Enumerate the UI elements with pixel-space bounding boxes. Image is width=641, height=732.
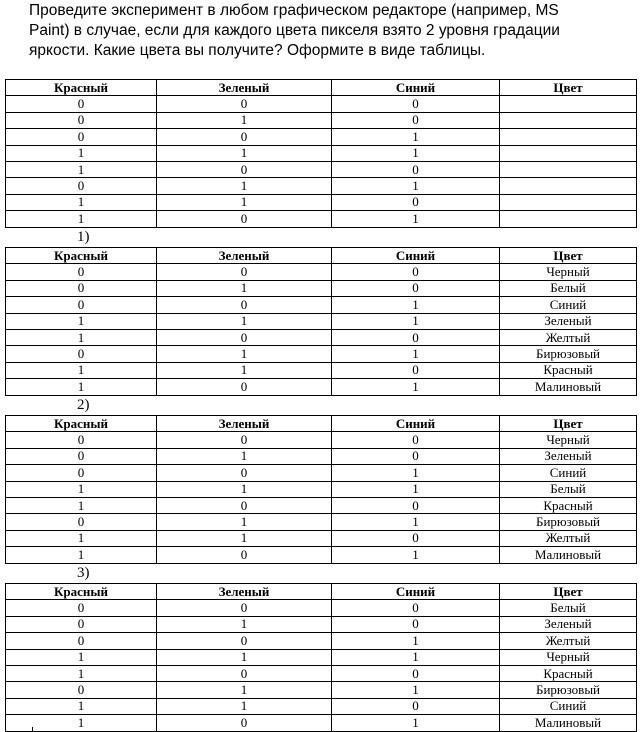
color-name-cell: Белый	[500, 481, 637, 497]
blue-value-cell: 0	[332, 665, 500, 681]
green-value-cell: 1	[157, 280, 332, 296]
table-row	[6, 129, 637, 145]
red-value-cell: 1	[6, 161, 157, 177]
blue-value-cell: 0	[332, 448, 500, 464]
table-header-row	[6, 584, 637, 600]
red-value-cell: 1	[6, 379, 157, 395]
red-value-cell: 1	[6, 497, 157, 513]
green-value-cell: 0	[157, 379, 332, 395]
green-value-cell: 1	[157, 112, 332, 128]
answer-label-1: 1)	[77, 229, 90, 245]
color-name-cell	[500, 129, 637, 145]
green-value-cell: 1	[157, 178, 332, 194]
color-name-cell: Желтый	[500, 633, 637, 649]
red-value-cell: 1	[6, 329, 157, 345]
green-value-cell: 1	[157, 481, 332, 497]
header-green: Зеленый	[157, 416, 332, 432]
color-name-cell: Белый	[500, 600, 637, 616]
blue-value-cell: 1	[332, 346, 500, 362]
color-name-cell: Зеленый	[500, 313, 637, 329]
red-value-cell: 0	[6, 633, 157, 649]
color-name-cell: Синий	[500, 698, 637, 714]
blue-value-cell: 0	[332, 616, 500, 632]
answer-label-2: 2)	[77, 397, 90, 413]
header-blue: Синий	[332, 584, 500, 600]
table-row	[6, 313, 637, 329]
color-name-cell: Зеленый	[500, 448, 637, 464]
table-header-row	[6, 416, 637, 432]
red-value-cell: 0	[6, 112, 157, 128]
red-value-cell: 0	[6, 297, 157, 313]
header-blue: Синий	[332, 416, 500, 432]
color-name-cell: Малиновый	[500, 547, 637, 563]
green-value-cell: 0	[157, 715, 332, 731]
header-red: Красный	[6, 248, 157, 264]
red-value-cell: 0	[6, 465, 157, 481]
blue-value-cell: 1	[332, 682, 500, 698]
color-name-cell: Черный	[500, 264, 637, 280]
blue-value-cell: 0	[332, 698, 500, 714]
table-row	[6, 432, 637, 448]
green-value-cell: 1	[157, 514, 332, 530]
blue-value-cell: 1	[332, 313, 500, 329]
red-value-cell: 1	[6, 547, 157, 563]
table-row	[6, 547, 637, 563]
blue-value-cell: 1	[332, 178, 500, 194]
red-value-cell: 1	[6, 362, 157, 378]
color-table-blank	[5, 79, 637, 228]
table-row	[6, 465, 637, 481]
red-value-cell: 1	[6, 665, 157, 681]
red-value-cell: 0	[6, 264, 157, 280]
table-row	[6, 161, 637, 177]
table-row	[6, 600, 637, 616]
red-value-cell: 1	[6, 649, 157, 665]
table-row	[6, 715, 637, 731]
table-row	[6, 96, 637, 112]
header-green: Зеленый	[157, 584, 332, 600]
color-name-cell: Красный	[500, 665, 637, 681]
blue-value-cell: 0	[332, 432, 500, 448]
blue-value-cell: 1	[332, 715, 500, 731]
green-value-cell: 1	[157, 530, 332, 546]
table-row	[6, 682, 637, 698]
header-color: Цвет	[500, 80, 637, 96]
table-row	[6, 649, 637, 665]
red-value-cell: 0	[6, 129, 157, 145]
green-value-cell: 0	[157, 96, 332, 112]
color-name-cell: Красный	[500, 362, 637, 378]
blue-value-cell: 1	[332, 465, 500, 481]
green-value-cell: 1	[157, 616, 332, 632]
table-row	[6, 178, 637, 194]
header-blue: Синий	[332, 80, 500, 96]
color-table-answer-3	[5, 583, 637, 732]
green-value-cell: 1	[157, 649, 332, 665]
color-name-cell: Красный	[500, 497, 637, 513]
table-row	[6, 346, 637, 362]
blue-value-cell: 0	[332, 497, 500, 513]
color-name-cell	[500, 194, 637, 210]
red-value-cell: 1	[6, 145, 157, 161]
green-value-cell: 0	[157, 264, 332, 280]
blue-value-cell: 1	[332, 297, 500, 313]
header-red: Красный	[6, 584, 157, 600]
question-text: Проведите эксперимент в любом графическом редакторе (например, MS Paint) в случае, если для каждого цвета пикселя взято 2 уровня градации яркости. Какие цвета вы получите? Оформите в виде таблицы.	[29, 2, 560, 59]
blue-value-cell: 0	[332, 264, 500, 280]
green-value-cell: 0	[157, 600, 332, 616]
green-value-cell: 0	[157, 547, 332, 563]
red-value-cell: 1	[6, 481, 157, 497]
table-header-row	[6, 80, 637, 96]
table-row	[6, 448, 637, 464]
color-name-cell	[500, 211, 637, 227]
red-value-cell: 0	[6, 448, 157, 464]
red-value-cell: 0	[6, 280, 157, 296]
green-value-cell: 0	[157, 665, 332, 681]
table-row	[6, 112, 637, 128]
table-row	[6, 280, 637, 296]
green-value-cell: 0	[157, 633, 332, 649]
blue-value-cell: 0	[332, 362, 500, 378]
blue-value-cell: 1	[332, 211, 500, 227]
table-row	[6, 616, 637, 632]
green-value-cell: 1	[157, 448, 332, 464]
color-name-cell	[500, 112, 637, 128]
red-value-cell: 0	[6, 178, 157, 194]
table-header-row	[6, 248, 637, 264]
blue-value-cell: 0	[332, 600, 500, 616]
red-value-cell: 0	[6, 682, 157, 698]
green-value-cell: 0	[157, 297, 332, 313]
color-table-answer-1	[5, 247, 637, 396]
table-row	[6, 329, 637, 345]
table-row	[6, 211, 637, 227]
blue-value-cell: 0	[332, 280, 500, 296]
color-name-cell: Белый	[500, 280, 637, 296]
answer-label-3: 3)	[77, 565, 90, 581]
green-value-cell: 0	[157, 497, 332, 513]
color-name-cell	[500, 145, 637, 161]
color-name-cell: Бирюзовый	[500, 682, 637, 698]
color-name-cell: Бирюзовый	[500, 514, 637, 530]
header-green: Зеленый	[157, 80, 332, 96]
blue-value-cell: 1	[332, 547, 500, 563]
green-value-cell: 1	[157, 194, 332, 210]
green-value-cell: 1	[157, 346, 332, 362]
table-row	[6, 530, 637, 546]
table-row	[6, 362, 637, 378]
table-row	[6, 264, 637, 280]
red-value-cell: 0	[6, 514, 157, 530]
table-row	[6, 514, 637, 530]
table-row	[6, 698, 637, 714]
blue-value-cell: 0	[332, 96, 500, 112]
header-color: Цвет	[500, 248, 637, 264]
green-value-cell: 0	[157, 211, 332, 227]
green-value-cell: 0	[157, 129, 332, 145]
red-value-cell: 0	[6, 346, 157, 362]
red-value-cell: 0	[6, 600, 157, 616]
red-value-cell: 1	[6, 530, 157, 546]
table-row	[6, 633, 637, 649]
table-row	[6, 497, 637, 513]
green-value-cell: 1	[157, 145, 332, 161]
header-red: Красный	[6, 416, 157, 432]
green-value-cell: 1	[157, 362, 332, 378]
green-value-cell: 1	[157, 313, 332, 329]
red-value-cell: 1	[6, 194, 157, 210]
blue-value-cell: 0	[332, 161, 500, 177]
header-color: Цвет	[500, 584, 637, 600]
green-value-cell: 0	[157, 465, 332, 481]
table-row	[6, 194, 637, 210]
table-row	[6, 481, 637, 497]
page-corner-mark	[32, 727, 33, 731]
red-value-cell: 0	[6, 432, 157, 448]
blue-value-cell: 1	[332, 129, 500, 145]
green-value-cell: 0	[157, 161, 332, 177]
table-row	[6, 145, 637, 161]
red-value-cell: 1	[6, 715, 157, 731]
color-name-cell: Черный	[500, 432, 637, 448]
blue-value-cell: 0	[332, 112, 500, 128]
blue-value-cell: 0	[332, 530, 500, 546]
green-value-cell: 0	[157, 329, 332, 345]
green-value-cell: 1	[157, 698, 332, 714]
green-value-cell: 0	[157, 432, 332, 448]
table-row	[6, 379, 637, 395]
color-name-cell: Малиновый	[500, 715, 637, 731]
red-value-cell: 1	[6, 211, 157, 227]
color-name-cell: Синий	[500, 465, 637, 481]
green-value-cell: 1	[157, 682, 332, 698]
color-name-cell: Синий	[500, 297, 637, 313]
blue-value-cell: 0	[332, 329, 500, 345]
blue-value-cell: 1	[332, 145, 500, 161]
blue-value-cell: 1	[332, 633, 500, 649]
blue-value-cell: 1	[332, 514, 500, 530]
red-value-cell: 1	[6, 698, 157, 714]
blue-value-cell: 0	[332, 194, 500, 210]
header-color: Цвет	[500, 416, 637, 432]
color-name-cell	[500, 96, 637, 112]
color-name-cell: Желтый	[500, 329, 637, 345]
header-red: Красный	[6, 80, 157, 96]
red-value-cell: 0	[6, 96, 157, 112]
red-value-cell: 0	[6, 616, 157, 632]
header-green: Зеленый	[157, 248, 332, 264]
color-name-cell: Бирюзовый	[500, 346, 637, 362]
blue-value-cell: 1	[332, 649, 500, 665]
table-row	[6, 665, 637, 681]
color-name-cell: Желтый	[500, 530, 637, 546]
color-table-answer-2	[5, 415, 637, 564]
header-blue: Синий	[332, 248, 500, 264]
color-name-cell: Зеленый	[500, 616, 637, 632]
color-name-cell: Черный	[500, 649, 637, 665]
color-name-cell	[500, 161, 637, 177]
red-value-cell: 1	[6, 313, 157, 329]
blue-value-cell: 1	[332, 481, 500, 497]
color-name-cell: Малиновый	[500, 379, 637, 395]
table-row	[6, 297, 637, 313]
blue-value-cell: 1	[332, 379, 500, 395]
color-name-cell	[500, 178, 637, 194]
